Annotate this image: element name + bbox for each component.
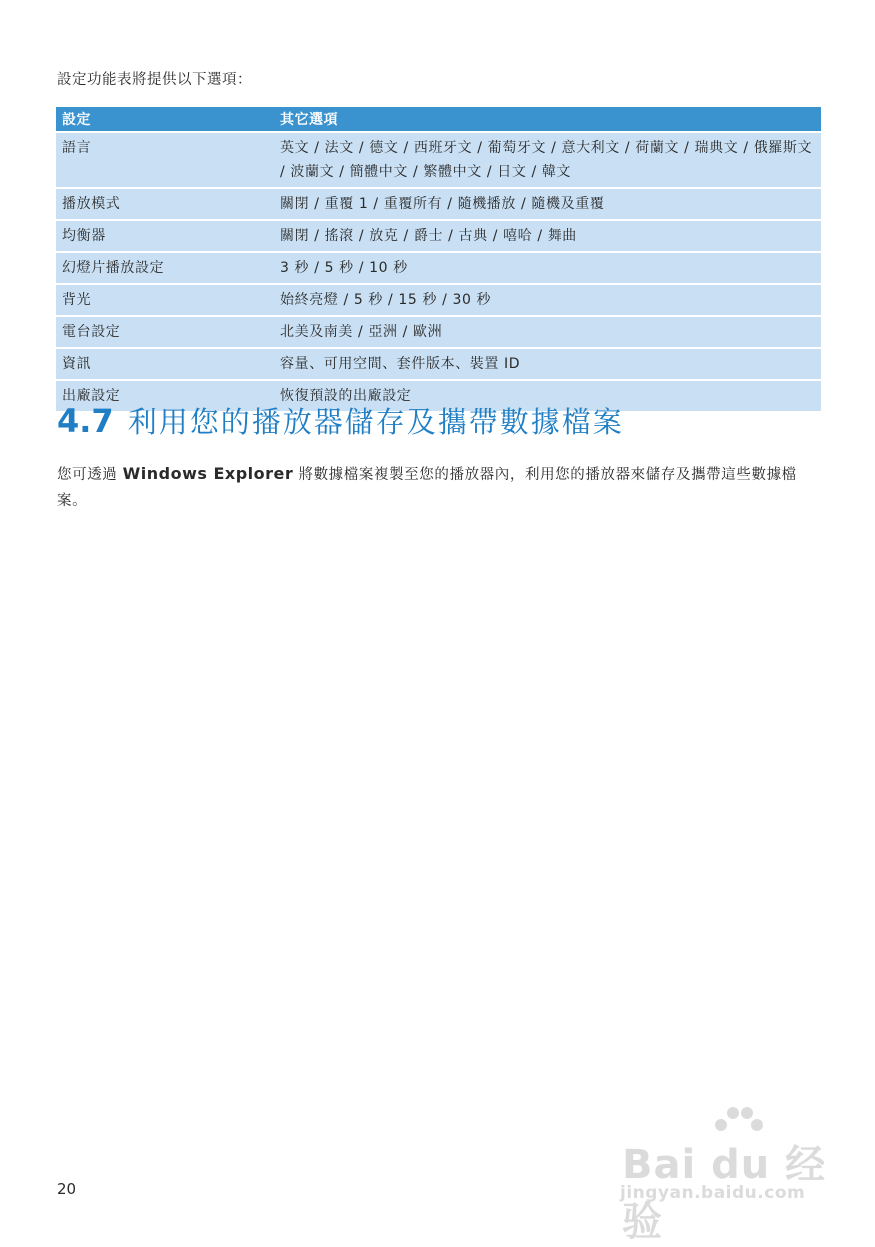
body-paragraph <box>57 461 822 514</box>
paragraph-text-end: 將數據檔案複製至您的播放器內，利用您的播放器來儲存及攜帶這些數據檔案。 <box>57 467 797 509</box>
section-heading <box>57 400 624 441</box>
table-row <box>56 221 821 251</box>
section-number: 4.7 <box>57 401 114 440</box>
table-row <box>56 133 821 187</box>
page-number: 20 <box>57 1180 77 1198</box>
setting-name: 出廠設定 <box>56 381 274 411</box>
setting-options: 關閉 / 重覆 1 / 重覆所有 / 隨機播放 / 隨機及重覆 <box>274 189 821 219</box>
table-row <box>56 285 821 315</box>
setting-name: 語言 <box>56 133 274 187</box>
header-setting: 設定 <box>56 107 274 131</box>
setting-options: 關閉 / 搖滾 / 放克 / 爵士 / 古典 / 嘻哈 / 舞曲 <box>274 221 821 251</box>
settings-table <box>56 105 821 413</box>
header-options: 其它選項 <box>274 107 821 131</box>
setting-name: 背光 <box>56 285 274 315</box>
paragraph-text-start: 您可透過 <box>57 467 123 483</box>
section-title: 利用您的播放器儲存及攜帶數據檔案 <box>127 405 624 439</box>
paragraph-bold-term: Windows Explorer <box>122 464 294 483</box>
setting-options: 恢復預設的出廠設定 <box>274 381 821 411</box>
setting-name: 均衡器 <box>56 221 274 251</box>
table-row <box>56 349 821 379</box>
intro-text: 設定功能表將提供以下選項： <box>57 72 252 88</box>
setting-options: 容量、可用空間、套件版本、裝置 ID <box>274 349 821 379</box>
table-row <box>56 253 821 283</box>
setting-name: 播放模式 <box>56 189 274 219</box>
setting-options: 始終亮燈 / 5 秒 / 15 秒 / 30 秒 <box>274 285 821 315</box>
setting-options: 北美及南美 / 亞洲 / 歐洲 <box>274 317 821 347</box>
table-row <box>56 189 821 219</box>
baidu-watermark-logo <box>612 1103 827 1245</box>
setting-name: 資訊 <box>56 349 274 379</box>
setting-options: 英文 / 法文 / 德文 / 西班牙文 / 葡萄牙文 / 意大利文 / 荷蘭文 / 瑞典文 / 俄羅斯文 / 波蘭文 / 簡體中文 / 繁體中文 / 日文 / 韓文 <box>274 133 821 187</box>
table-header-row <box>56 107 821 131</box>
watermark-url: jingyan.baidu.com <box>620 1183 806 1203</box>
table-row <box>56 317 821 347</box>
setting-name: 電台設定 <box>56 317 274 347</box>
setting-name: 幻燈片播放設定 <box>56 253 274 283</box>
watermark-brand: Bai du 经验 <box>622 1142 827 1245</box>
setting-options: 3 秒 / 5 秒 / 10 秒 <box>274 253 821 283</box>
